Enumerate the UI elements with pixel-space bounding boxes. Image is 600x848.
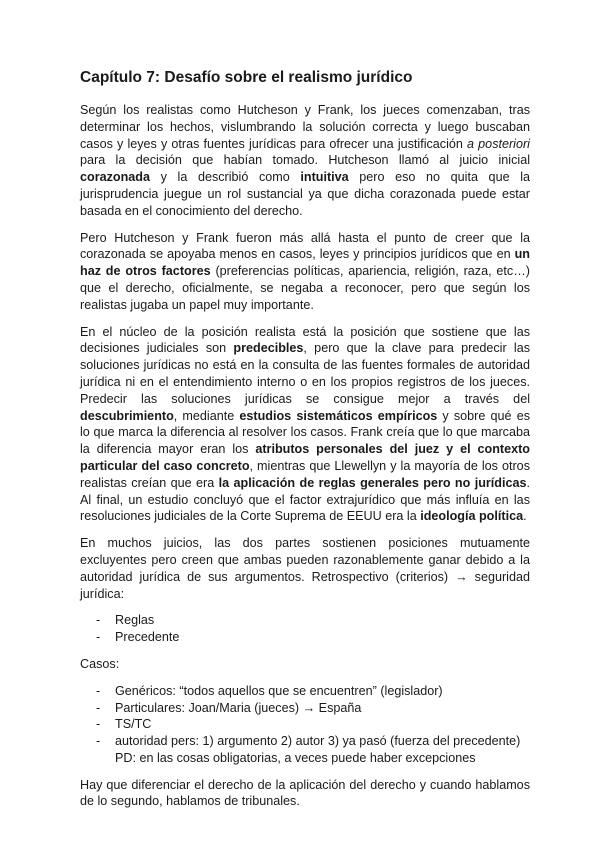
list-item-text: Genéricos: “todos aquellos que se encuentren” (legislador) — [115, 683, 443, 698]
bold-text: atributos personales del juez y el contexto particular del caso concreto — [80, 442, 530, 473]
text-run: , mientras que Llewellyn y la mayoría de los otros realistas creían que era — [80, 458, 530, 490]
document-page — [80, 68, 530, 820]
text-run: y la describió como — [150, 170, 301, 185]
bullet-dash: - — [96, 700, 101, 715]
bold-text: ideología política — [420, 509, 524, 524]
closing-paragraph: Hay que diferenciar el derecho de la aplicación del derecho y cuando hablamos de lo segundo, hablamos de tribunales. — [80, 777, 530, 809]
bullet-dash: - — [96, 717, 101, 732]
casos-label: Casos: — [80, 656, 120, 671]
casos-list — [80, 683, 530, 767]
list-item-text: TS/TC — [115, 717, 152, 732]
list-item-text: Particulares: Joan/Maria (jueces) → España — [115, 700, 362, 715]
list-item — [80, 683, 530, 700]
list-item — [80, 612, 530, 629]
bullet-dash: - — [96, 630, 101, 645]
text-run: , mediante — [173, 408, 240, 423]
bold-text: descubrimiento — [80, 408, 174, 423]
text-run: En el núcleo de la posición realista está la posición que sostiene que las decisiones judiciales son — [80, 324, 530, 356]
text-run: En muchos juicios, las dos partes sostienen posiciones mutuamente excluyentes pero creen que ambas pueden razonablemente ganar debido a la autoridad jurídica de sus argumentos. Retrospectivo (criterios) → seguridad jurídica: — [80, 536, 530, 601]
text-run: . — [523, 509, 527, 524]
criteria-list — [80, 612, 530, 646]
text-run: (preferencias políticas, apariencia, religión, raza, etc…) que el derecho, oficialmente, se negaba a reconocer, pero que según los realistas jugaba un papel muy importante. — [80, 264, 530, 312]
bold-text: corazonada — [80, 170, 150, 185]
text-run: Según los realistas como Hutcheson y Frank, los jueces comenzaban, tras determinar los hechos, vislumbrando la solución correcta y luego buscaban casos y leyes y otras fuentes jurídicas para ofrecer una justificación — [80, 103, 530, 151]
text-run: Pero Hutcheson y Frank fueron más allá hasta el punto de creer que la corazonada se apoyaba menos en casos, leyes y principios jurídicos que en — [80, 230, 530, 262]
list-item — [80, 629, 530, 646]
bold-text: estudios sistemáticos empíricos — [239, 408, 438, 423]
paragraph-2 — [80, 230, 530, 314]
italic-text: a posteriori — [467, 136, 530, 151]
list-item-text: Reglas — [115, 613, 155, 628]
bullet-dash: - — [96, 613, 101, 628]
list-item-text: autoridad pers: 1) argumento 2) autor 3) ya pasó (fuerza del precedente) PD: en las cosas obligatorias, a veces puede haber excepciones — [115, 734, 521, 765]
text-run: y sobre qué es lo que marca la diferencia al resolver los casos. Frank creía que lo que marcaba la diferencia mayor eran los — [80, 408, 530, 457]
bold-text: un haz de otros factores — [80, 247, 530, 279]
bold-text: predecibles — [233, 341, 304, 356]
text-run: , pero que la clave para predecir las soluciones jurídicas no está en la consulta de las fuentes formales de autoridad jurídica ni en el entendimiento interno o en los propios registros de los jueces. Predecir las soluciones jurídicas se consigue mejor a través del — [80, 341, 530, 406]
text-run: para la decisión que habían tomado. Hutcheson llamó al juicio inicial — [80, 153, 530, 168]
paragraph-3 — [80, 324, 530, 526]
bullet-dash: - — [96, 683, 101, 698]
text-run: . Al final, un estudio concluyó que el factor extrajurídico que más influía en las resoluciones judiciales de la Corte Suprema de EEUU era la — [80, 475, 530, 524]
bold-text: intuitiva — [300, 170, 349, 185]
text-run: pero eso no quita que la jurisprudencia juegue un rol sustancial ya que dicha corazonada puede estar basada en el conocimiento del derecho. — [80, 170, 530, 218]
list-item — [80, 700, 530, 717]
bold-text: la aplicación de reglas generales pero no jurídicas — [218, 475, 527, 490]
list-item-text: Precedente — [115, 630, 180, 645]
list-item — [80, 716, 530, 733]
list-item — [80, 733, 530, 767]
paragraph-1 — [80, 102, 530, 220]
paragraph-4 — [80, 535, 530, 602]
chapter-title: Capítulo 7: Desafío sobre el realismo jurídico — [80, 69, 413, 86]
bullet-dash: - — [96, 734, 101, 749]
